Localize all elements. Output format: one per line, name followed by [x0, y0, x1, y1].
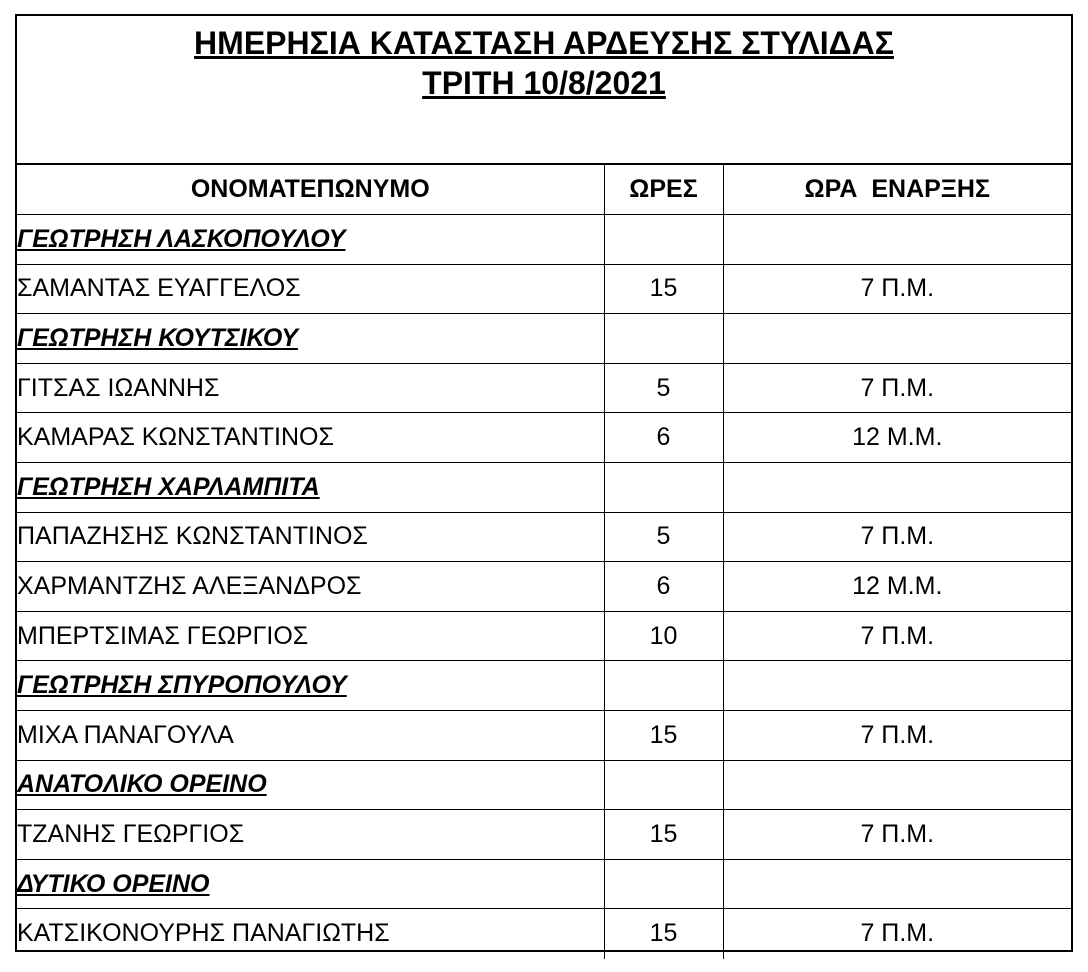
table-group-row — [17, 314, 1071, 364]
table-row — [17, 264, 1071, 314]
hours-cell: 15 — [604, 810, 723, 860]
person-name-cell: ΚΑΤΣΙΚΟΝΟΥΡΗΣ ΠΑΝΑΓΙΩΤΗΣ — [17, 909, 604, 959]
table-row — [17, 562, 1071, 612]
table-row — [17, 909, 1071, 959]
start-time-cell: 7 Π.Μ. — [723, 711, 1071, 761]
borehole-group-label: ΓΕΩΤΡΗΣΗ ΛΑΣΚΟΠΟΥΛΟΥ — [17, 215, 604, 265]
start-time-cell: 7 Π.Μ. — [723, 611, 1071, 661]
borehole-group-label: ΑΝΑΤΟΛΙΚΟ ΟΡΕΙΝΟ — [17, 760, 604, 810]
person-name-cell: ΧΑΡΜΑΝΤΖΗΣ ΑΛΕΞΑΝΔΡΟΣ — [17, 562, 604, 612]
report-title: ΗΜΕΡΗΣΙΑ ΚΑΤΑΣΤΑΣΗ ΑΡΔΕΥΣΗΣ ΣΤΥΛΙΔΑΣ — [194, 25, 894, 61]
start-time-cell: 12 Μ.Μ. — [723, 562, 1071, 612]
table-header-row — [17, 165, 1071, 215]
hours-cell — [604, 661, 723, 711]
hours-cell: 15 — [604, 264, 723, 314]
table-group-row — [17, 661, 1071, 711]
person-name-cell: ΓΙΤΣΑΣ ΙΩΑΝΝΗΣ — [17, 363, 604, 413]
table-group-row — [17, 215, 1071, 265]
hours-cell: 6 — [604, 562, 723, 612]
irrigation-schedule-table — [17, 165, 1071, 959]
start-time-cell — [723, 314, 1071, 364]
table-row — [17, 413, 1071, 463]
start-time-cell: 7 Π.Μ. — [723, 512, 1071, 562]
hours-cell: 5 — [604, 512, 723, 562]
hours-cell: 6 — [604, 413, 723, 463]
start-time-cell — [723, 463, 1071, 513]
hours-cell — [604, 215, 723, 265]
start-time-cell: 12 Μ.Μ. — [723, 413, 1071, 463]
person-name-cell: ΚΑΜΑΡΑΣ ΚΩΝΣΤΑΝΤΙΝΟΣ — [17, 413, 604, 463]
person-name-cell: ΠΑΠΑΖΗΣΗΣ ΚΩΝΣΤΑΝΤΙΝΟΣ — [17, 512, 604, 562]
borehole-group-label: ΓΕΩΤΡΗΣΗ ΚΟΥΤΣΙΚΟΥ — [17, 314, 604, 364]
hours-cell — [604, 314, 723, 364]
person-name-cell: ΤΖΑΝΗΣ ΓΕΩΡΓΙΟΣ — [17, 810, 604, 860]
person-name-cell: ΜΙΧΑ ΠΑΝΑΓΟΥΛΑ — [17, 711, 604, 761]
hours-cell: 10 — [604, 611, 723, 661]
report-date: ΤΡΙΤΗ 10/8/2021 — [422, 65, 666, 101]
start-time-cell: 7 Π.Μ. — [723, 363, 1071, 413]
start-time-cell: 7 Π.Μ. — [723, 810, 1071, 860]
borehole-group-label: ΓΕΩΤΡΗΣΗ ΣΠΥΡΟΠΟΥΛΟΥ — [17, 661, 604, 711]
start-time-cell: 7 Π.Μ. — [723, 264, 1071, 314]
report-title-block — [17, 16, 1071, 165]
table-row — [17, 363, 1071, 413]
hours-cell — [604, 760, 723, 810]
table-group-row — [17, 463, 1071, 513]
start-time-cell — [723, 859, 1071, 909]
column-header-hours: ΩΡΕΣ — [604, 165, 723, 215]
start-time-cell — [723, 760, 1071, 810]
person-name-cell: ΜΠΕΡΤΣΙΜΑΣ ΓΕΩΡΓΙΟΣ — [17, 611, 604, 661]
column-header-start-time: ΩΡΑ ΕΝΑΡΞΗΣ — [723, 165, 1071, 215]
hours-cell: 15 — [604, 909, 723, 959]
hours-cell: 5 — [604, 363, 723, 413]
table-row — [17, 611, 1071, 661]
hours-cell — [604, 859, 723, 909]
table-row — [17, 512, 1071, 562]
table-group-row — [17, 760, 1071, 810]
borehole-group-label: ΓΕΩΤΡΗΣΗ ΧΑΡΛΑΜΠΙΤΑ — [17, 463, 604, 513]
table-body — [17, 215, 1071, 959]
person-name-cell: ΣΑΜΑΝΤΑΣ ΕΥΑΓΓΕΛΟΣ — [17, 264, 604, 314]
hours-cell: 15 — [604, 711, 723, 761]
table-group-row — [17, 859, 1071, 909]
table-row — [17, 810, 1071, 860]
start-time-cell — [723, 661, 1071, 711]
column-header-name: ΟΝΟΜΑΤΕΠΩΝΥΜΟ — [17, 165, 604, 215]
borehole-group-label: ΔΥΤΙΚΟ ΟΡΕΙΝΟ — [17, 859, 604, 909]
irrigation-report-sheet — [15, 14, 1073, 952]
start-time-cell — [723, 215, 1071, 265]
hours-cell — [604, 463, 723, 513]
start-time-cell: 7 Π.Μ. — [723, 909, 1071, 959]
table-row — [17, 711, 1071, 761]
